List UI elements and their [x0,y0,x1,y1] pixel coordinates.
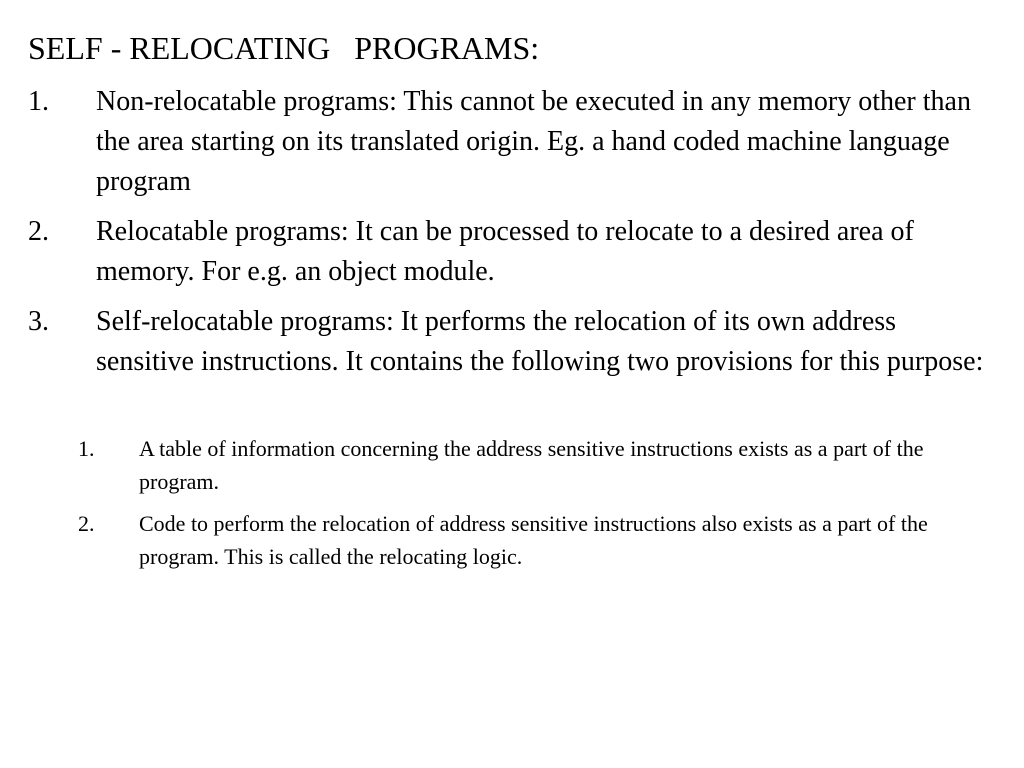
list-item-text: Relocatable programs: It can be processed to relocate to a desired area of memory. For e.g. an object module. [96,216,914,287]
list-item-text: Self-relocatable programs: It performs the relocation of its own address sensitive instructions. It contains the following two provisions for this purpose: [96,306,984,377]
list-item-number: 1. [28,86,49,117]
slide-title: SELF - RELOCATING PROGRAMS: [28,30,540,66]
list-item-number: 3. [28,306,49,337]
sub-list-item-number: 2. [78,511,95,536]
sub-list-item-text: Code to perform the relocation of address sensitive instructions also exists as a part of the program. This is called the relocating logic. [139,511,928,569]
list-item-number: 2. [28,216,49,247]
sub-list-item-number: 1. [78,436,95,461]
sub-list-item-text: A table of information concerning the address sensitive instructions exists as a part of the program. [139,436,924,494]
list-item-text: Non-relocatable programs: This cannot be executed in any memory other than the area starting on its translated origin. Eg. a hand coded machine language program [96,86,971,197]
